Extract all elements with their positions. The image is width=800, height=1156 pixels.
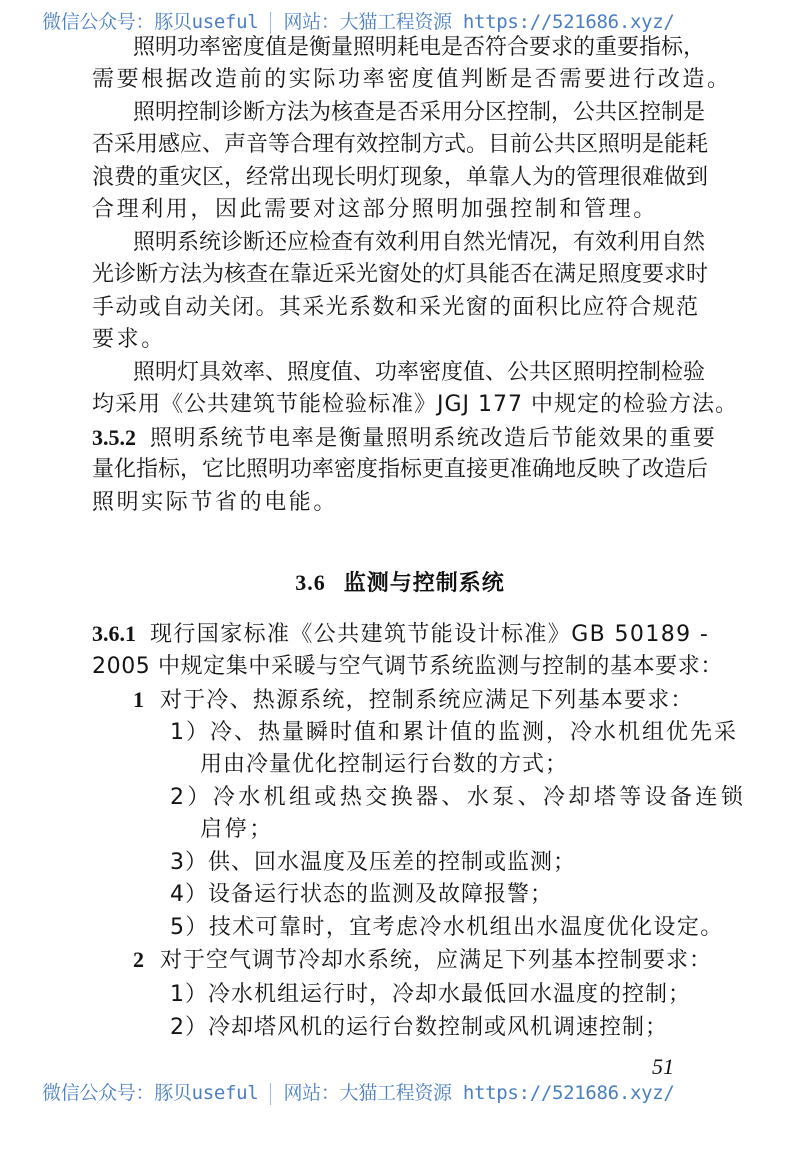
sub-item bbox=[170, 880, 553, 910]
sub-item-text: 冷水机组运行时，冷却水最低回水温度的控制； bbox=[208, 982, 692, 1007]
sub-item bbox=[170, 980, 691, 1010]
footer-watermark bbox=[42, 1080, 758, 1106]
sub-item bbox=[170, 913, 724, 943]
paragraph-line: 照明功率密度值是衡量照明耗电是否符合要求的重要指标， bbox=[133, 35, 706, 60]
watermark-label: 微信公众号：豚贝useful bbox=[42, 11, 259, 33]
watermark-site: 网站：大猫工程资源 https://521686.xyz/ bbox=[283, 11, 675, 33]
sub-item-continuation: 启停； bbox=[200, 817, 274, 842]
sub-item-number: 4） bbox=[170, 882, 208, 907]
clause-3-6-1 bbox=[92, 619, 709, 649]
watermark-divider bbox=[270, 12, 271, 34]
paragraph-line: 浪费的重灾区，经常出现长明灯现象，单靠人为的管理很难做到 bbox=[92, 165, 709, 190]
sub-item-number: 2） bbox=[170, 1015, 208, 1040]
sub-item-number: 3） bbox=[170, 850, 208, 875]
paragraph-line: 照明控制诊断方法为核查是否采用分区控制，公共区控制是 bbox=[133, 100, 706, 125]
header-watermark bbox=[42, 9, 758, 35]
paragraph-line: 照明系统诊断还应检查有效利用自然光情况，有效利用自然 bbox=[133, 230, 706, 255]
sub-item bbox=[170, 1013, 668, 1043]
section-title: 监测与控制系统 bbox=[343, 571, 505, 596]
paragraph-line: 均采用《公共建筑节能检验标准》JGJ 177 中规定的检验方法。 bbox=[92, 392, 739, 417]
sub-item-text: 冷却塔风机的运行台数控制或风机调速控制； bbox=[208, 1015, 669, 1040]
sub-item-number: 5） bbox=[170, 915, 209, 940]
list-text: 对于冷、热源系统，控制系统应满足下列基本要求： bbox=[160, 688, 694, 713]
watermark-site: 网站：大猫工程资源 https://521686.xyz/ bbox=[283, 1082, 675, 1104]
sub-item-number: 1） bbox=[170, 720, 210, 745]
sub-item-text: 技术可靠时，宜考虑冷水机组出水温度优化设定。 bbox=[208, 915, 724, 940]
clause-number: 3.6.1 bbox=[92, 621, 136, 646]
section-number: 3.6 bbox=[295, 570, 326, 595]
paragraph-line: 要求。 bbox=[92, 327, 166, 352]
sub-item bbox=[170, 848, 576, 878]
watermark-divider bbox=[270, 1083, 271, 1105]
paragraph-line: 否采用感应、声音等合理有效控制方式。目前公共区照明是能耗 bbox=[92, 132, 709, 157]
list-number: 2 bbox=[133, 947, 144, 972]
paragraph-line: 需要根据改造前的实际功率密度值判断是否需要进行改造。 bbox=[92, 67, 732, 92]
clause-number: 3.5.2 bbox=[92, 425, 136, 450]
paragraph-line: 合理利用，因此需要对这部分照明加强控制和管理。 bbox=[92, 197, 658, 222]
section-heading bbox=[0, 568, 800, 598]
watermark-label: 微信公众号：豚贝useful bbox=[42, 1082, 259, 1104]
paragraph-line: 2005 中规定集中采暖与空气调节系统监测与控制的基本要求： bbox=[92, 654, 723, 679]
sub-item-continuation: 用由冷量优化控制运行台数的方式； bbox=[200, 752, 569, 777]
clause-3-5-2 bbox=[92, 423, 716, 453]
paragraph-line: 光诊断方法为核查在靠近采光窗处的灯具能否在满足照度要求时 bbox=[92, 262, 709, 287]
paragraph-line: 手动或自动关闭。其采光系数和采光窗的面积比应符合规范 bbox=[92, 295, 698, 320]
list-text: 对于空气调节冷却水系统，应满足下列基本控制要求： bbox=[160, 948, 713, 973]
sub-item bbox=[170, 718, 738, 748]
sub-item-text: 供、回水温度及压差的控制或监测； bbox=[208, 850, 577, 875]
paragraph-line: 照明实际节省的电能。 bbox=[92, 490, 339, 515]
clause-text: 现行国家标准《公共建筑节能设计标准》GB 50189 - bbox=[150, 622, 710, 647]
sub-item-number: 1） bbox=[170, 982, 208, 1007]
paragraph-line: 量化指标，它比照明功率密度指标更直接更准确地反映了改造后 bbox=[92, 457, 709, 482]
sub-item-text: 设备运行状态的监测及故障报警； bbox=[208, 882, 554, 907]
list-item-2 bbox=[133, 945, 712, 975]
page-number: 51 bbox=[652, 1054, 674, 1079]
sub-item-text: 冷、热量瞬时值和累计值的监测，冷水机组优先采 bbox=[210, 720, 739, 745]
clause-text: 照明系统节电率是衡量照明系统改造后节能效果的重要 bbox=[150, 426, 717, 451]
sub-item-number: 2） bbox=[170, 785, 213, 810]
sub-item-text: 冷水机组或热交换器、水泵、冷却塔等设备连锁 bbox=[212, 785, 747, 810]
paragraph-line: 照明灯具效率、照度值、功率密度值、公共区照明控制检验 bbox=[133, 360, 706, 385]
list-number: 1 bbox=[133, 687, 144, 712]
sub-item bbox=[170, 783, 746, 813]
list-item-1 bbox=[133, 685, 694, 715]
